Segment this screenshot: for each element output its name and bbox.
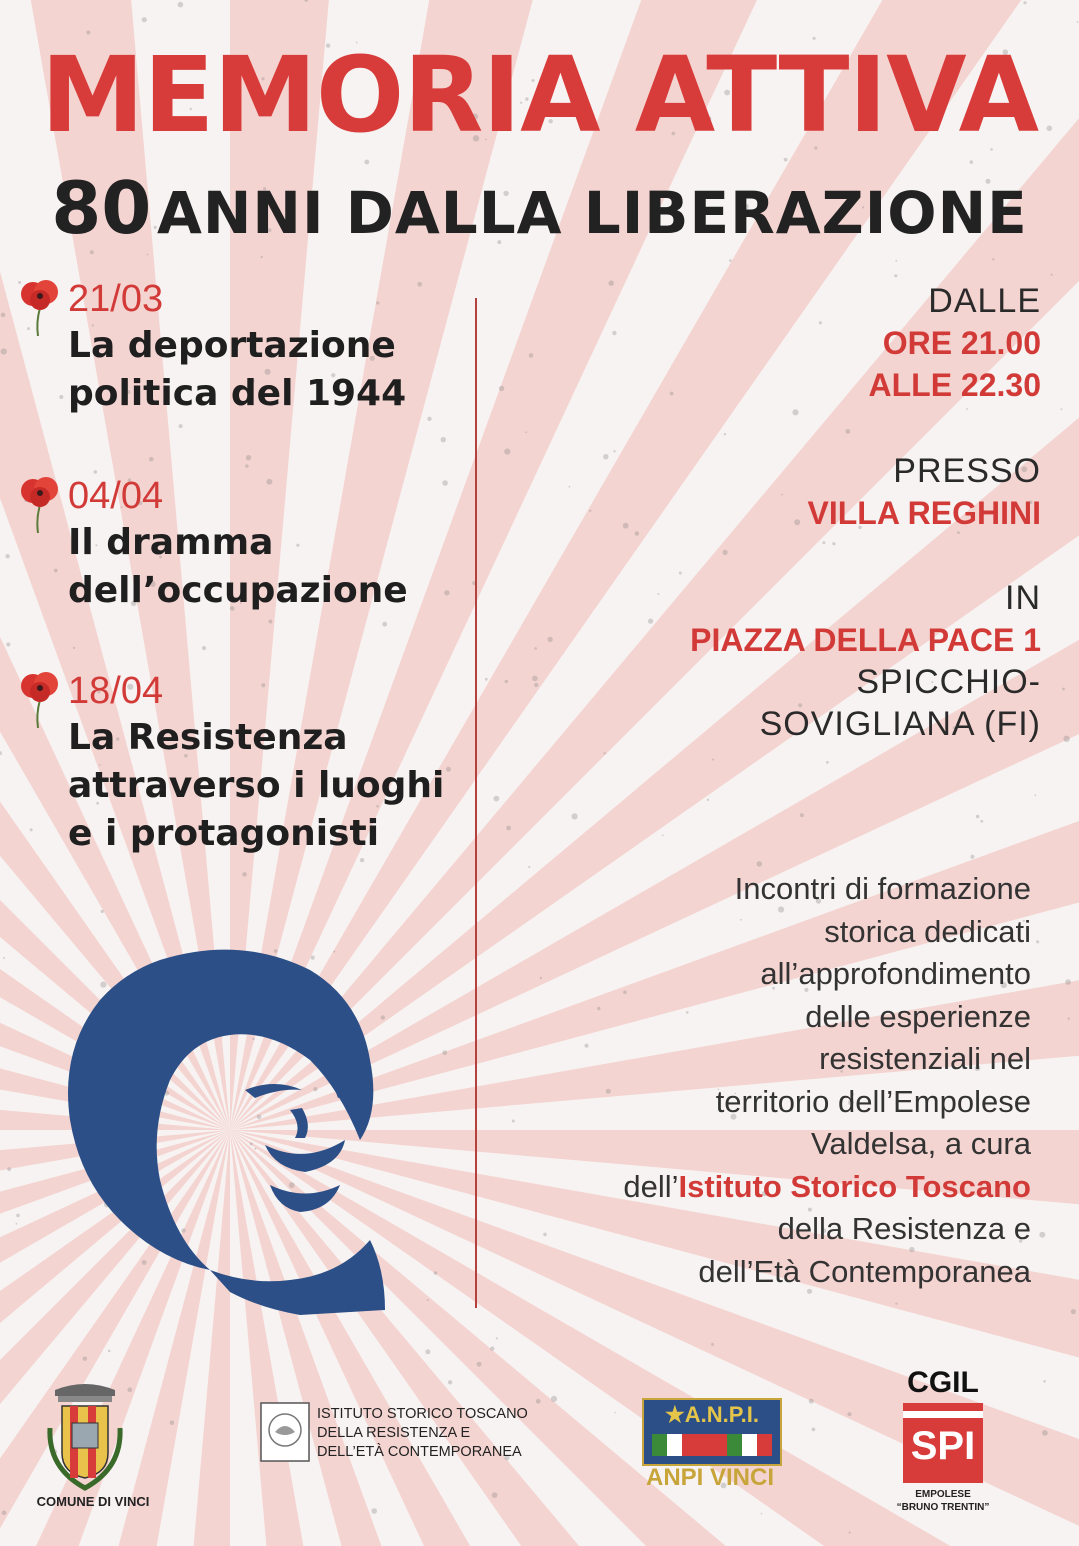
grunge-speck [536, 1399, 541, 1404]
grunge-speck [170, 1420, 175, 1425]
grunge-speck [894, 274, 897, 277]
grunge-speck [826, 761, 829, 764]
grunge-speck [849, 1531, 851, 1533]
grunge-speck [966, 408, 968, 410]
grunge-speck [1071, 1309, 1076, 1314]
spi-label: SPI [910, 1424, 976, 1468]
description-prefix: dell’ [623, 1168, 679, 1204]
venue-label: PRESSO [893, 452, 1041, 490]
grunge-speck [662, 835, 664, 837]
grunge-speck [149, 457, 154, 462]
grunge-speck [670, 392, 674, 396]
grunge-speck [427, 1299, 429, 1301]
description-line: territorio dell’Empolese [715, 1083, 1031, 1119]
grunge-speck [832, 542, 835, 545]
grunge-speck [809, 1399, 814, 1404]
grunge-speck [434, 1271, 438, 1275]
grunge-speck [812, 1428, 816, 1432]
istituto-emblem-icon [260, 1402, 310, 1462]
event-date: 04/04 [68, 475, 164, 517]
location-block [690, 577, 1041, 745]
grunge-speck [819, 321, 822, 324]
grunge-speck [608, 280, 614, 286]
description-line: all’approfondimento [760, 956, 1031, 991]
institute-highlight: Istituto Storico Toscano [678, 1168, 1031, 1204]
grunge-speck [0, 751, 2, 755]
grunge-speck [781, 494, 783, 496]
grunge-speck [846, 429, 851, 434]
grunge-speck [490, 1346, 494, 1350]
grunge-speck [589, 510, 591, 512]
grunge-speck [16, 1214, 20, 1218]
grunge-speck [1034, 794, 1036, 796]
grunge-speck [724, 433, 726, 435]
grunge-speck [425, 1349, 430, 1354]
grunge-speck [1061, 408, 1063, 410]
grunge-speck [614, 1412, 616, 1414]
cgil-label: CGIL [907, 1366, 979, 1399]
grunge-speck [360, 858, 364, 862]
grunge-speck [1, 348, 7, 354]
grunge-speck [757, 861, 763, 867]
grunge-speck [5, 554, 9, 558]
comune-crest-icon [40, 1368, 130, 1498]
spi-sub-line: EMPOLESE [915, 1489, 971, 1500]
grunge-speck [792, 409, 798, 415]
grunge-speck [613, 450, 615, 452]
grunge-speck [1062, 688, 1065, 691]
anpi-flag-stripes [652, 1434, 772, 1456]
event-title-line: e i protagonisti [68, 813, 380, 854]
grunge-speck [534, 683, 538, 687]
grunge-speck [794, 519, 800, 525]
grunge-speck [1077, 21, 1079, 23]
grunge-speck [179, 424, 183, 428]
grunge-speck [525, 431, 527, 433]
grunge-speck [202, 646, 206, 650]
grunge-speck [101, 910, 104, 913]
venue-block [808, 450, 1041, 534]
grunge-speck [761, 1513, 763, 1515]
grunge-speck [268, 620, 272, 624]
grunge-speck [612, 331, 616, 335]
poppy-icon [18, 475, 62, 535]
description-line [471, 1166, 1031, 1209]
grunge-speck [657, 593, 659, 595]
grunge-speck [1039, 1232, 1045, 1238]
grunge-speck [723, 550, 728, 555]
grunge-speck [847, 1412, 851, 1416]
grunge-speck [1042, 1430, 1048, 1436]
grunge-speck [711, 1343, 714, 1346]
event-title-line: politica del 1944 [68, 373, 407, 414]
portrait-illustration [40, 940, 410, 1320]
venue-name: VILLA REGHINI [807, 495, 1041, 531]
grunge-speck [477, 1362, 482, 1367]
poppy-icon [18, 670, 62, 730]
grunge-speck [108, 1350, 111, 1353]
grunge-speck [371, 1508, 377, 1514]
event-date: 21/03 [68, 278, 164, 320]
grunge-speck [6, 642, 10, 646]
grunge-speck [569, 486, 571, 488]
subtitle-number: 80 [51, 166, 152, 250]
anpi-badge [642, 1398, 782, 1466]
description-line: dell’Età Contemporanea [698, 1253, 1031, 1289]
grunge-speck [364, 160, 369, 165]
schedule-block [868, 280, 1041, 406]
description-line: storica dedicati [824, 913, 1031, 949]
grunge-speck [547, 637, 552, 642]
description-block [471, 868, 1031, 1293]
istituto-line: DELL’ETÀ CONTEMPORANEA [317, 1444, 522, 1460]
poster-subtitle [0, 168, 1079, 268]
grunge-speck [532, 676, 538, 682]
grunge-speck [1063, 736, 1069, 742]
grunge-speck [1065, 979, 1071, 985]
grunge-speck [499, 386, 504, 391]
grunge-speck [1023, 1, 1026, 4]
grunge-speck [551, 1396, 557, 1402]
spi-sub-line: “BRUNO TRENTIN” [896, 1502, 990, 1513]
location-label: IN [1005, 579, 1041, 617]
grunge-speck [485, 678, 488, 681]
grunge-speck [822, 541, 825, 544]
istituto-logo-text [317, 1405, 528, 1462]
schedule-label: DALLE [928, 282, 1041, 320]
grunge-speck [1051, 274, 1053, 276]
spi-subtitle [888, 1488, 998, 1514]
event-3 [18, 668, 478, 858]
grunge-speck [16, 1223, 18, 1225]
grunge-speck [648, 619, 653, 624]
grunge-speck [635, 531, 640, 536]
event-date: 18/04 [68, 670, 164, 712]
grunge-speck [534, 647, 537, 650]
grunge-speck [604, 752, 606, 754]
location-city-line: SOVIGLIANA (FI) [759, 705, 1041, 743]
event-title-line: dell’occupazione [68, 570, 408, 611]
grunge-speck [679, 572, 682, 575]
grunge-speck [7, 1167, 11, 1171]
event-2 [18, 473, 478, 615]
grunge-speck [142, 17, 147, 22]
grunge-speck [1043, 1380, 1046, 1383]
istituto-line: ISTITUTO STORICO TOSCANO [317, 1406, 528, 1422]
grunge-speck [529, 353, 534, 358]
location-address: PIAZZA DELLA PACE 1 [690, 622, 1041, 658]
subtitle-text: ANNI DALLA LIBERAZIONE [156, 179, 1028, 247]
grunge-speck [623, 523, 629, 529]
schedule-end: ALLE 22.30 [868, 367, 1041, 403]
anpi-label: ANPI VINCI [645, 1464, 774, 1491]
grunge-speck [246, 455, 251, 460]
grunge-speck [976, 815, 980, 819]
grunge-speck [496, 1337, 498, 1339]
description-line: Valdelsa, a cura [811, 1126, 1031, 1161]
grunge-speck [707, 799, 709, 801]
grunge-speck [448, 1380, 452, 1384]
poppy-icon [18, 278, 62, 338]
grunge-speck [178, 2, 184, 8]
grunge-speck [1, 313, 6, 318]
spi-logo [903, 1403, 983, 1483]
poster-title: MEMORIA ATTIVA [40, 34, 1039, 156]
grunge-speck [492, 1492, 498, 1498]
grunge-speck [505, 680, 508, 683]
event-title-line: La deportazione [68, 325, 396, 366]
anpi-badge-text: ★A.N.P.I. [665, 1402, 759, 1427]
grunge-speck [800, 813, 804, 817]
grunge-speck [970, 160, 974, 164]
location-city-line: SPICCHIO- [856, 663, 1041, 701]
grunge-speck [494, 796, 500, 802]
event-title-line: Il dramma [68, 522, 274, 563]
description-line: resistenziali nel [819, 1041, 1031, 1076]
event-title-line: attraverso i luoghi [68, 765, 445, 806]
schedule-start: ORE 21.00 [882, 325, 1041, 361]
grunge-speck [970, 855, 974, 859]
grunge-speck [506, 826, 511, 831]
grunge-speck [242, 872, 247, 877]
grunge-speck [895, 1303, 897, 1305]
grunge-speck [3, 957, 5, 959]
spi-stripe [903, 1411, 983, 1418]
event-title-line: La Resistenza [68, 717, 348, 758]
grunge-speck [442, 1050, 447, 1055]
description-line: della Resistenza e [777, 1211, 1031, 1246]
grunge-speck [441, 437, 446, 442]
grunge-speck [504, 449, 510, 455]
event-1 [18, 276, 478, 418]
grunge-speck [603, 454, 608, 459]
grunge-speck [980, 820, 983, 823]
grunge-speck [83, 1357, 87, 1361]
description-line: delle esperienze [805, 998, 1031, 1034]
grunge-speck [382, 622, 387, 627]
grunge-speck [784, 158, 788, 162]
grunge-speck [712, 759, 714, 761]
grunge-speck [1036, 940, 1039, 943]
grunge-speck [73, 647, 75, 649]
grunge-speck [1068, 1017, 1070, 1019]
grunge-speck [572, 813, 578, 819]
grunge-speck [245, 464, 248, 467]
comune-label: COMUNE DI VINCI [36, 1494, 150, 1509]
description-line: Incontri di formazione [734, 871, 1031, 906]
istituto-line: DELLA RESISTENZA E [317, 1425, 471, 1441]
grunge-speck [2, 1510, 7, 1515]
